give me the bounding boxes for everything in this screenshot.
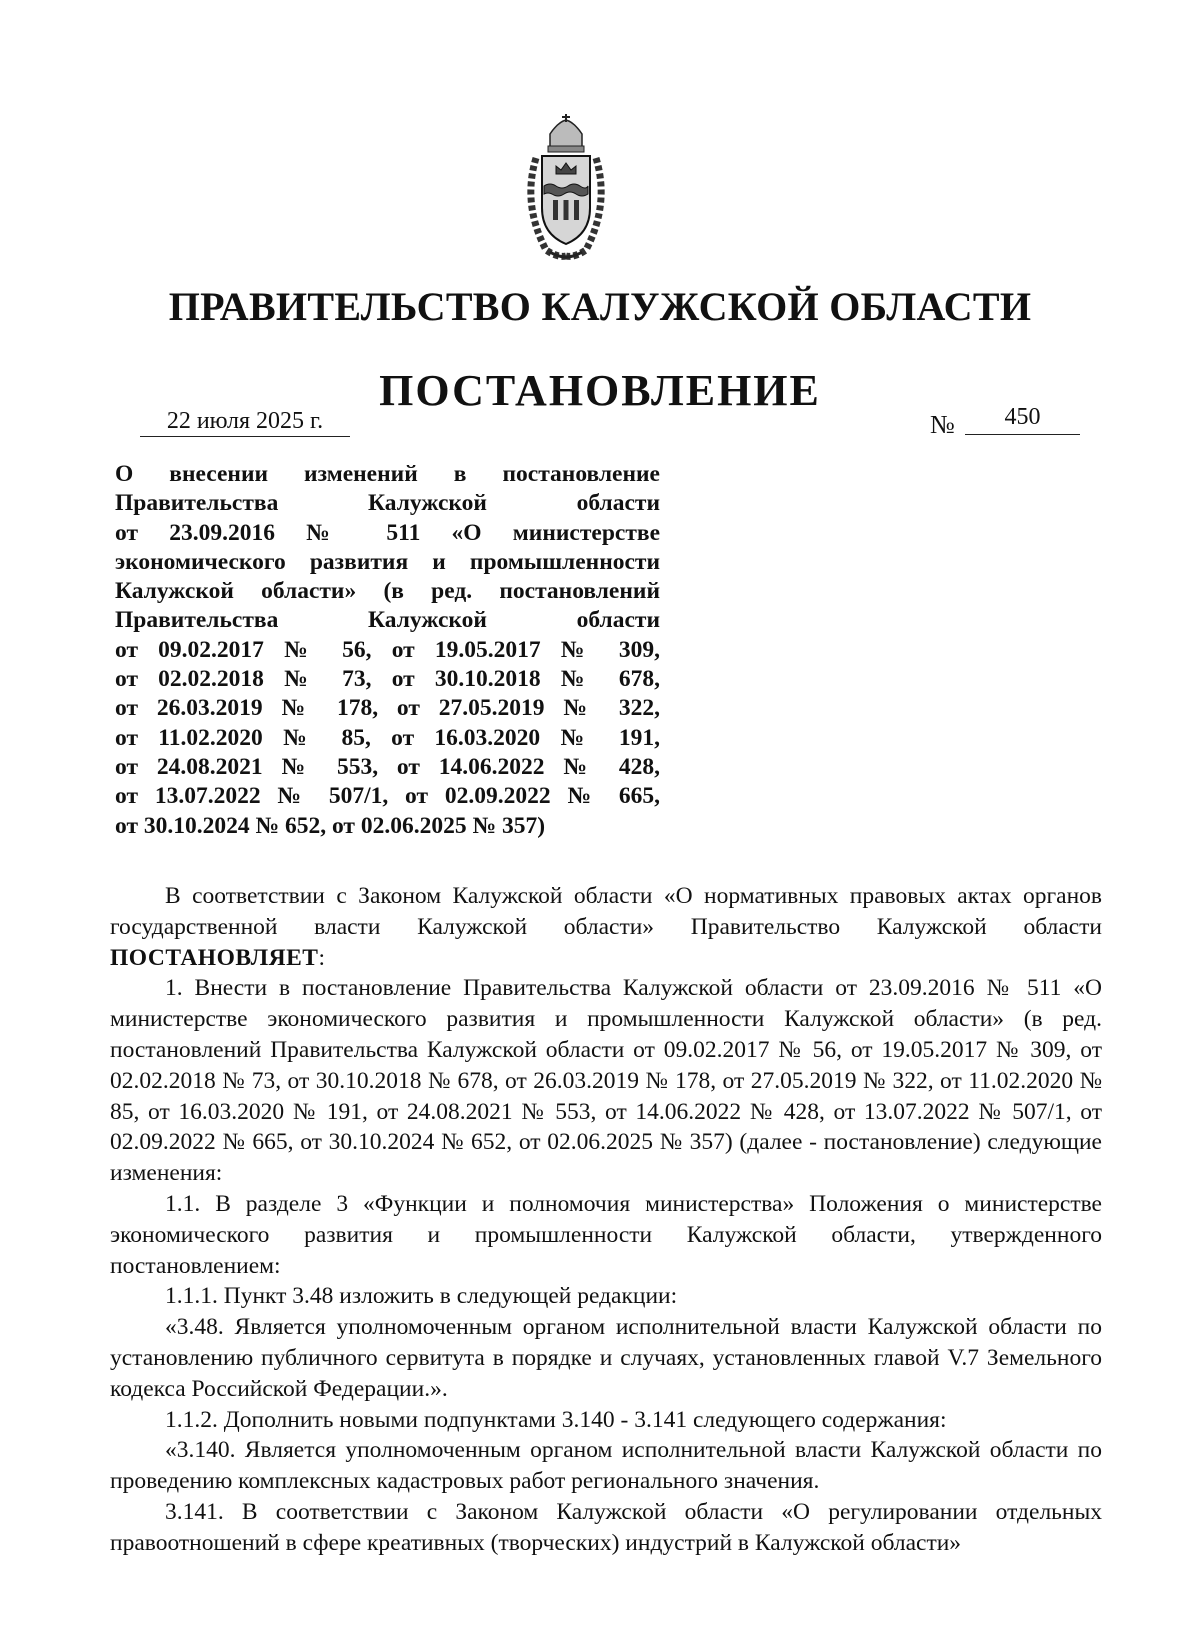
preamble-text: В соответствии с Законом Калужской области «О нормативных правовых актах органов государственной власти Калужской области» Правительство Калужской области (110, 883, 1102, 940)
subject-line: от 26.03.2019 № 178, от 27.05.2019 № 322, (115, 695, 660, 722)
paragraph-3-48: «3.48. Является уполномоченным органом исполнительной власти Калужской области по установлению публичного сервитута в порядке и случаях, установленных главой V.7 Земельного кодекса Российской Федерации.». (110, 1314, 1102, 1402)
paragraph-1: 1. Внести в постановление Правительства Калужской области от 23.09.2016 № 511 «О министерстве экономического развития и промышленности Калужской области» (в ред. постановлений Правительства Калужской области от 09.02.2017 № 56, от 19.05.2017 № 309, от 02.02.2018 № 73, от 30.10.2018 № 678, от 26.03.2019 № 178, от 27.05.2019 № 322, от 11.02.2020 № 85, от 16.03.2020 № 191, от 24.08.2021 № 553, от 14.06.2022 № 428, от 13.07.2022 № 507/1, от 02.09.2022 № 665, от 30.10.2024 № 652, от 02.06.2025 № 357) (далее - постановление) следующие изменения: (110, 975, 1102, 1187)
organization-name: ПРАВИТЕЛЬСТВО КАЛУЖСКОЙ ОБЛАСТИ (168, 284, 1032, 329)
subject-line: от 13.07.2022 № 507/1, от 02.09.2022 № 665, (115, 783, 660, 810)
subject-line: Калужской области» (в ред. постановлений (115, 578, 660, 605)
paragraph-1-1: 1.1. В разделе 3 «Функции и полномочия министерства» Положения о министерстве экономического развития и промышленности Калужской области, утвержденного постановлением: (110, 1190, 1102, 1279)
paragraph-1-1-1: 1.1.1. Пункт 3.48 изложить в следующей редакции: (165, 1283, 678, 1310)
preamble-paragraph (110, 881, 1102, 973)
paragraph-3-140: «3.140. Является уполномоченным органом исполнительной власти Калужской области по проведению комплексных кадастровых работ регионального значения. (110, 1437, 1102, 1495)
resolves-keyword: ПОСТАНОВЛЯЕТ (110, 944, 319, 971)
document-type-title: ПОСТАНОВЛЕНИЕ (379, 366, 821, 415)
subject-line: Правительства Калужской области (115, 490, 660, 517)
document-date: 22 июля 2025 г. (140, 408, 350, 437)
paragraph-3-141: 3.141. В соответствии с Законом Калужской области «О регулировании отдельных правоотношений в сфере креативных (творческих) индустрий в Калужской области» (110, 1498, 1102, 1556)
subject-line: О внесении изменений в постановление (115, 461, 660, 487)
document-body (110, 881, 1102, 1559)
subject-line: экономического развития и промышленности (115, 548, 660, 575)
kaluga-coat-of-arms-icon (520, 112, 612, 262)
subject-line: от 09.02.2017 № 56, от 19.05.2017 № 309, (115, 636, 660, 663)
subject-line: от 24.08.2021 № 553, от 14.06.2022 № 428, (115, 753, 660, 780)
paragraph-1-1-2: 1.1.2. Дополнить новыми подпунктами 3.140 - 3.141 следующего содержания: (165, 1406, 947, 1433)
subject-line: Правительства Калужской области (115, 607, 660, 634)
document-subject (115, 460, 660, 841)
subject-line: от 30.10.2024 № 652, от 02.06.2025 № 357) (115, 812, 546, 839)
resolves-colon: : (318, 944, 325, 971)
document-number: 450 (965, 404, 1080, 435)
subject-line: от 02.02.2018 № 73, от 30.10.2018 № 678, (115, 666, 660, 693)
subject-line: от 11.02.2020 № 85, от 16.03.2020 № 191, (115, 724, 660, 751)
number-sign: № (930, 410, 955, 439)
subject-line: от 23.09.2016 № 511 «О министерстве (115, 519, 660, 546)
